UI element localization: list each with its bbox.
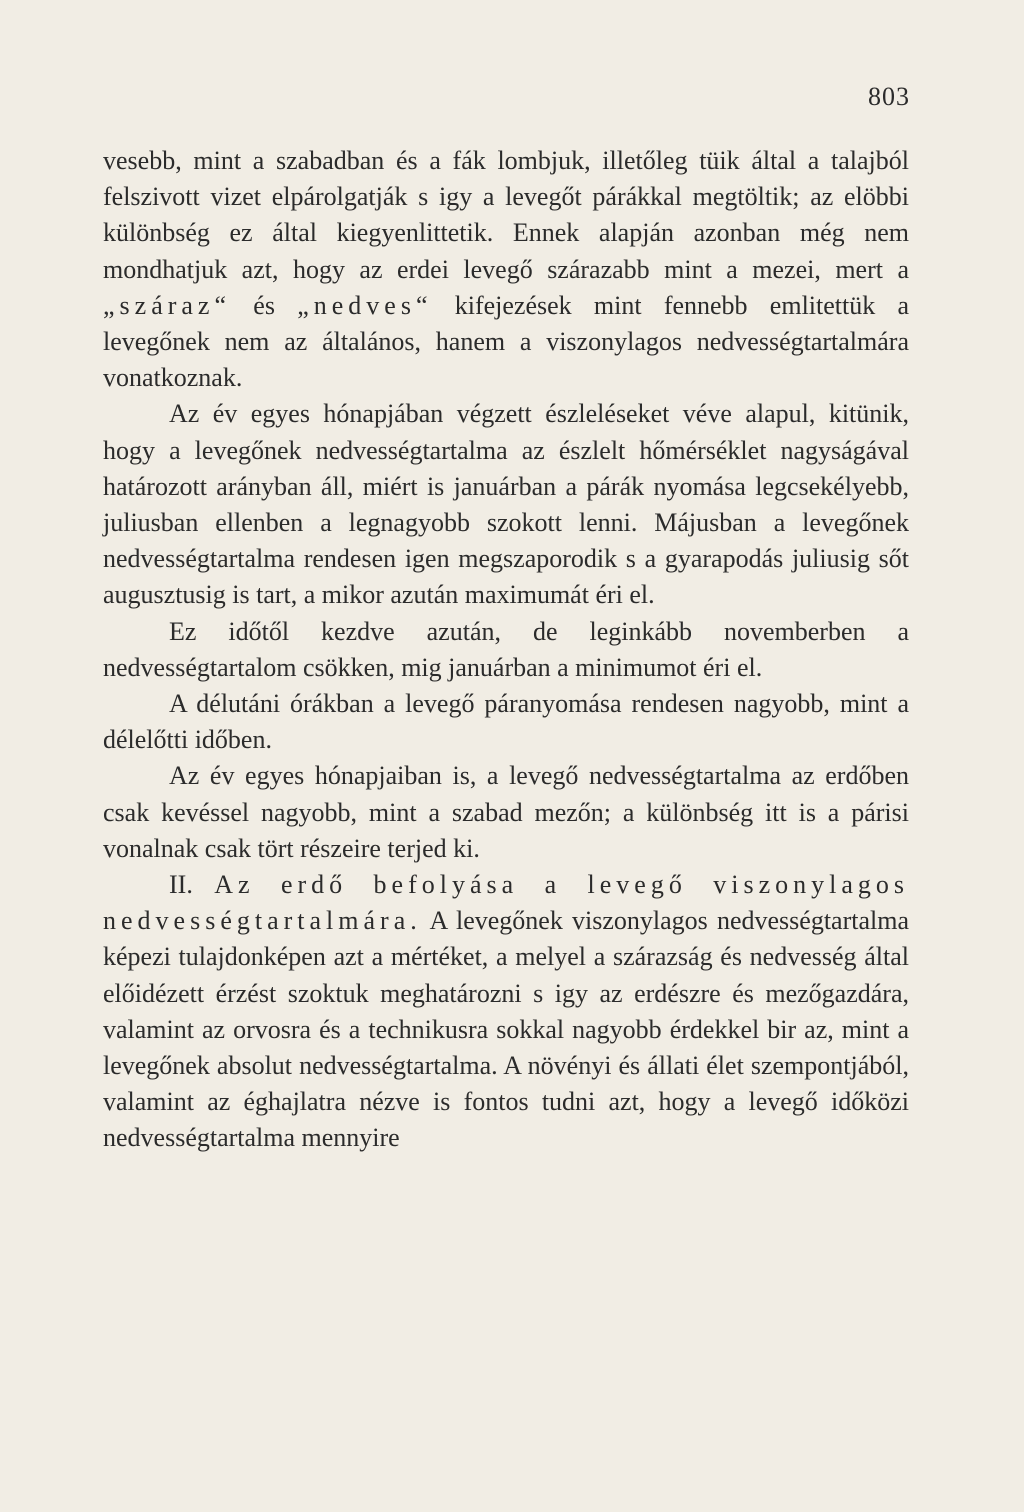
paragraph-6-text: A levegőnek viszonylagos nedvességtartalma képezi tulajdonképen azt a mértéket, a melyel a szárazság és nedvesség által előidézett érzést szoktuk meghatározni s igy az erdészre és mezőgazdára, valamint az orvosra és a technikusra sokkal nagyobb érdekkel bir az, mint a levegőnek absolut nedvességtartalma. A növényi és állati élet szempontjából, valamint az éghajlatra nézve is fontos tudni azt, hogy a levegő időközi nedvességtartalma mennyire	[103, 906, 909, 1153]
page-number: 803	[868, 82, 910, 111]
paragraph-1-text: vesebb, mint a szabadban és a fák lombjuk, illetőleg tüik által a talajból felszivott vizet elpárolgatják s igy a levegőt párákkal megtöltik; az elöbbi különbség ez által kiegyenlittetik. Ennek alapján azonban még nem mondhatjuk azt, hogy az erdei levegő szárazabb mint a mezei, mert a	[103, 146, 909, 284]
page-body	[103, 143, 909, 1157]
paragraph-1	[103, 143, 909, 396]
paragraph-6	[103, 867, 909, 1157]
paragraph-5: Az év egyes hónapjaiban is, a levegő nedvességtartalma az erdőben csak kevéssel nagyobb, mint a szabad mezőn; a különbség itt is a párisi vonalnak csak tört részeire terjed ki.	[103, 761, 909, 863]
paragraph-4: A délutáni órákban a levegő páranyomása rendesen nagyobb, mint a délelőtti időben.	[103, 689, 909, 755]
paragraph-3: Ez időtől kezdve azután, de leginkább novemberben a nedvességtartalom csökken, mig januárban a minimumot éri el.	[103, 616, 909, 682]
conjunction-es: és	[253, 290, 275, 320]
section-heading: Az erdő befolyása a levegő viszonylagos nedvességtartalmára.	[103, 870, 909, 936]
paragraph-2: Az év egyes hónapjában végzett észleléseket véve alapul, kitünik, hogy a levegőnek nedvességtartalma az észlelt hőmérséklet nagyságával határozott arányban áll, miért is januárban a párák nyomása legcsekélyebb, juliusban ellenben a legnagyobb szokott lenni. Májusban a levegőnek nedvességtartalma rendesen igen megszaporodik s a gyarapodás juliusig sőt augusztusig is tart, a mikor azután maximumát éri el.	[103, 399, 909, 610]
term-nedves: „nedves“	[297, 290, 433, 320]
term-szaraz: „száraz“	[103, 290, 232, 320]
paragraph-1-end: kifejezések mint fennebb emlitettük a levegőnek nem az általános, hanem a viszonylagos nedvességtartalmára vonatkoznak.	[103, 290, 910, 393]
section-number: II.	[169, 870, 193, 900]
